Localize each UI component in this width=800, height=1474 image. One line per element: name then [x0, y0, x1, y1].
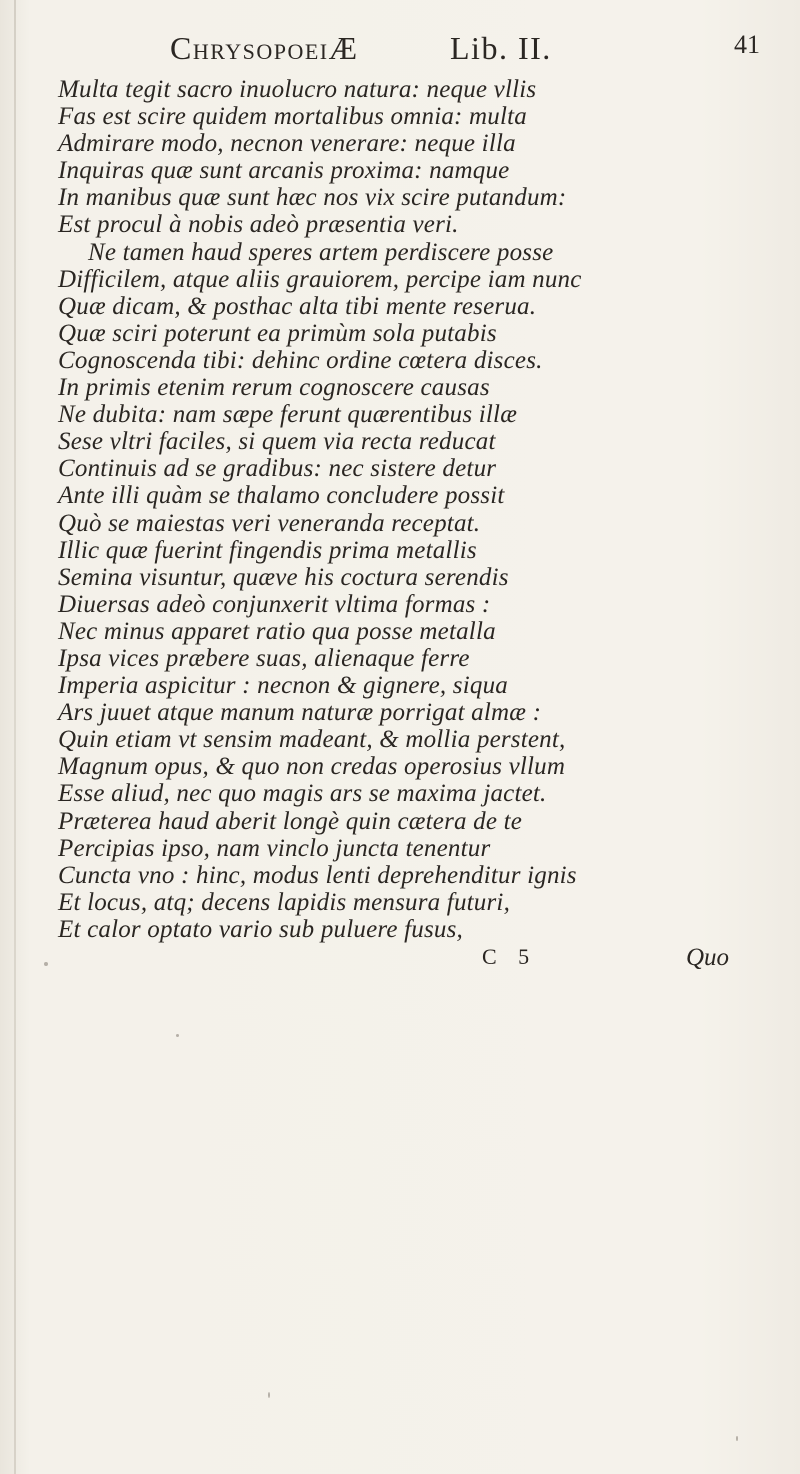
verse-line: In manibus quæ sunt hæc nos vix scire putandum:: [58, 184, 567, 212]
verse-line: Inquiras quæ sunt arcanis proxima: namque: [58, 157, 510, 185]
running-title: ChrysopoeiÆ: [170, 30, 359, 66]
catchword: Quo: [686, 944, 730, 971]
verse-line: Nec minus apparet ratio qua posse metalla: [58, 617, 496, 645]
verse-line: Quæ dicam, & posthac alta tibi mente reserua.: [58, 292, 537, 320]
paper-speck: [176, 1034, 179, 1037]
gutter-shadow: [14, 0, 16, 1474]
book-number: Lib. II.: [450, 30, 552, 66]
paper-speck: [44, 962, 48, 966]
page-number: 41: [734, 30, 760, 59]
verse-block: [28, 76, 798, 943]
verse-line: Et locus, atq; decens lapidis mensura futuri,: [58, 888, 511, 916]
verse-line: Esse aliud, nec quo magis ars se maxima jactet.: [58, 780, 547, 808]
verse-line: Continuis ad se gradibus: nec sistere detur: [58, 455, 497, 483]
page-footer: [0, 944, 800, 984]
verse-line: Est procul à nobis adeò præsentia veri.: [58, 211, 459, 239]
verse-line: Ars juuet atque manum naturæ porrigat almæ :: [58, 699, 542, 727]
verse-line: Quò se maiestas veri veneranda receptat.: [58, 509, 481, 537]
verse-line: Difficilem, atque aliis grauiorem, percipe iam nunc: [58, 265, 582, 293]
verse-line: In primis etenim rerum cognoscere causas: [58, 374, 490, 402]
verse-line: Imperia aspicitur : necnon & gignere, siqua: [58, 672, 508, 700]
verse-line: Cuncta vno : hinc, modus lenti deprehenditur ignis: [58, 861, 577, 889]
verse-line: Magnum opus, & quo non credas operosius vllum: [58, 753, 566, 781]
verse-line: Ne tamen haud speres artem perdiscere posse: [88, 238, 554, 266]
verse-line: Et calor optato vario sub puluere fusus,: [58, 915, 463, 943]
verse-line: Admirare modo, necnon venerare: neque illa: [58, 130, 516, 158]
verse-line: Semina visuntur, quæve his coctura serendis: [58, 563, 509, 591]
verse-line: Sese vltri faciles, si quem via recta reducat: [58, 428, 496, 456]
verse-line: Percipias ipso, nam vinclo juncta tenentur: [58, 834, 491, 862]
verse-line: Fas est scire quidem mortalibus omnia: multa: [58, 103, 527, 131]
verse-line: Diuersas adeò conjunxerit vltima formas :: [58, 590, 491, 618]
verse-line: Præterea haud aberit longè quin cætera de te: [58, 807, 523, 835]
paper-speck: [736, 1436, 738, 1441]
running-head: [170, 30, 760, 74]
verse-line: Multa tegit sacro inuolucro natura: neque vllis: [58, 76, 537, 103]
verse-line: Ipsa vices præbere suas, alienaque ferre: [58, 644, 470, 672]
verse-line: Ne dubita: nam sæpe ferunt quærentibus illæ: [58, 401, 518, 429]
signature-mark: C 5: [482, 944, 538, 969]
verse-line: Ante illi quàm se thalamo concludere possit: [58, 482, 505, 510]
verse-line: Quæ sciri poterunt ea primùm sola putabis: [58, 319, 497, 347]
verse-line: Illic quæ fuerint fingendis prima metallis: [58, 536, 477, 564]
verse-line: Quin etiam vt sensim madeant, & mollia perstent,: [58, 726, 566, 754]
verse-line: Cognoscenda tibi: dehinc ordine cœtera disces.: [58, 346, 543, 374]
paper-speck: [268, 1392, 270, 1398]
